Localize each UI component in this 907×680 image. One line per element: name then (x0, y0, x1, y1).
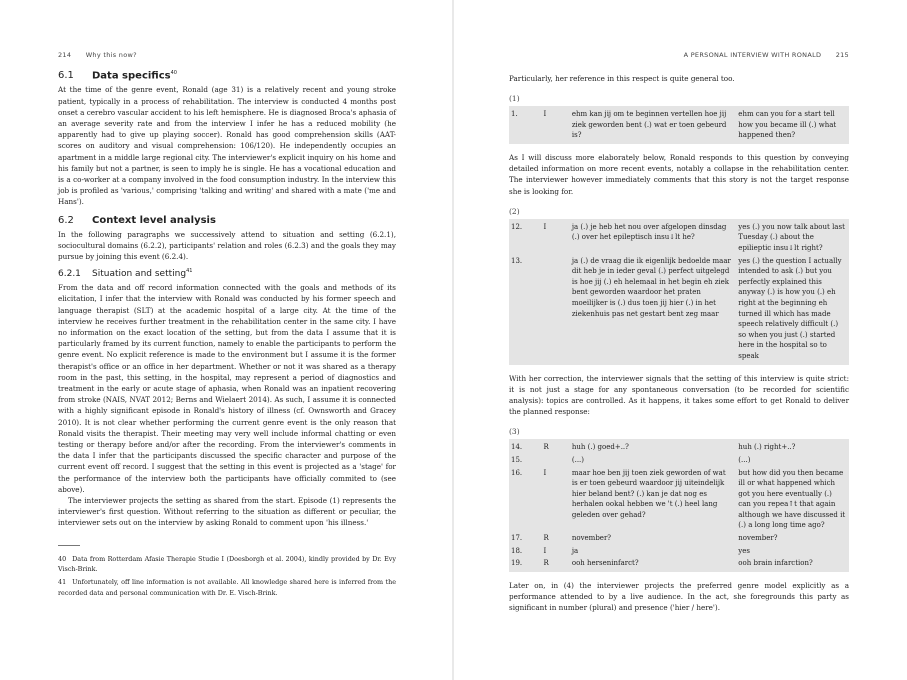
footnote-separator (58, 545, 80, 546)
table-row: 1. I ehm kan jij om te beginnen vertellen hoe jij ziek geworden bent (.) wat er toen gebeurd is? ehm can you for a start tell how you became ill (.) what happened then? (509, 106, 849, 144)
table-row: 12. I ja (.) je heb het nou over afgelopen dinsdag (.) over het epileptisch insu↓lt he? yes (.) you now talk about last Tuesday (.) about the epilieptic insu↓lt right? (509, 219, 849, 255)
left-page-number: 214 (58, 51, 72, 59)
section-6-2-1-heading: 6.2.1 Situation and setting$^{41}$ (58, 268, 193, 280)
right-text-column (509, 73, 849, 613)
paragraph-situation-setting: From the data and off record information connected with the goals and methods of its elicitation, I infer that the interview with Ronald was conducted by his former speech and language therapist (SLT) at the academic hospital of a large city. At the time of the interview he receives further treatment in the rehabilitation center in the same city. I have no information on the exact location of the setting, but from the data I assume that it is particularly framed by its current function, namely to enable the participants to perform the genre event. No explicit reference is made to the environment but I assume it is the former therapist's office or an office in her department. Whether or not it was shared as a therapy room in the past, this setting, in the hospital, may represent a period of diagnostics and treatment in the early or acute stage of aphasia, when Ronald was an inpatient recovering from stroke (NAIS, NVAT 2012; Berns and Wielaert 2014). As such, I assume it is connected with a highly significant episode in Ronald's history of illness (cf. Ownsworth and Gracey 2010). It is not clear whether performing the current genre event is the only reason that Ronald visits the therapist. Their meeting may very well include informal chatting or even testing or therapy before and/or after the recording. From the interviewer's comments in the data I infer that the participants discussed the specific character and purpose of the current event off record. I suggest that the setting in this event is projected as a 'stage' for the performance of the interview both the participants have officially commited to (see above). (58, 283, 396, 494)
paragraph-final: Later on, in (4) the interviewer projects the preferred genre model explicitly as a performance attended to by a live audience. In the act, she foregrounds this party as significant in number (plural) and presence ('hier / here'). (509, 580, 849, 613)
table-row: 19. R ooh herseninfarct? ooh brain infarction? (509, 557, 849, 572)
example-3-table (509, 439, 849, 572)
table-row: 14. R huh (.) goed+..? huh (.) right+..? (509, 439, 849, 454)
right-page-number: 215 (835, 51, 849, 59)
paragraph-context-intro: In the following paragraphs we successively attend to situation and setting (6.2.1), sociocultural domains (6.2.2), participants' relation and roles (6.2.3) and the goals they may pursue by joining this event (6.2.4). (58, 229, 396, 261)
footnote-ref-40[interactable]: 40 (170, 70, 177, 76)
footnote-40: 40 Data from Rotterdam Afasie Therapie Studie I (Doesborgh et al. 2004), kindly provided by Dr. Evy Visch-Brink. (58, 554, 396, 574)
paragraph-interviewer-setting: The interviewer projects the setting as shared from the start. Episode (1) represents the interviewer's first question. Without referring to the situation as different or peculiar, the interviewer sets out on the interview by asking Ronald to comment upon 'his illness.' (58, 496, 396, 528)
left-text-column (58, 66, 396, 598)
table-row: 17. R november? november? (509, 532, 849, 545)
paragraph-intro: Particularly, her reference in this respect is quite general too. (509, 74, 735, 83)
table-row: 18. I ja yes (509, 545, 849, 558)
footnote-41: 41 Unfortunately, off line information is not available. All knowledge shared here is inferred from the recorded data and personal communication with Dr. E. Visch-Brink. (58, 578, 396, 597)
left-page (0, 0, 453, 680)
paragraph-after-example-1: As I will discuss more elaborately below, Ronald responds to this question by conveying detailed information on more recent events, notably a collapse in the rehabilitation center. The interviewer however immediately comments that this story is not the target response she is looking for. (509, 152, 849, 196)
section-6-2-heading: 6.2 Context level analysis (58, 214, 216, 226)
left-running-title: Why this now? (85, 51, 137, 59)
example-1-table (509, 106, 849, 144)
paragraph-after-example-2: With her correction, the interviewer signals that the setting of this interview is quite strict: it is not just a stage for any spontaneous conversation (to be recorded for scientific analysis): topics are controlled. As it happens, it takes some effort to get Ronald to deliver the planned response: (509, 373, 849, 417)
right-running-head (684, 51, 849, 59)
paragraph-data-specifics: At the time of the genre event, Ronald (age 31) is a relatively recent and young stroke patient, typically in a process of rehabilitation. The interview is conducted 4 months post onset a cerebro vascular accident to his left hemisphere. He is diagnosed Broca's aphasia of an average severity rate and from the interview I infer he has a reduced mobility (he apparently had to give up playing soccer). Ronald has good comprehension skills (AAT-scores on auditory and visual comprehension: 106/120). He independently occupies an apartment in a middle large regional city. The interviewer's explicit inquiry on his home and his family but not a partner, is seen to imply he is single. He has a vocational education and is a co-worker at a company involved in the food consumption industry. In the interview this job is profiled as 'various,' comprising 'talking and writing' and shared with a mate ('me and Hans'). (58, 85, 396, 207)
example-1-label: (1) (509, 94, 520, 104)
example-2-label: (2) (509, 206, 520, 216)
table-row: 16. I maar hoe ben jij toen ziek geworden of wat is er toen gebeurd waardoor jij uiteindelijk hier beland bent? (.) kan je dat nog es herhalen ookal hebben we 't (.) heel lang geleden over gehad? but how did you then became ill or what happened which got you here eventually (.) can you repea↑t that again although we have discussed it (.) a long long time ago? (509, 467, 849, 533)
section-6-1-heading: 6.1 Data specifics$^{40}$ (58, 70, 177, 82)
right-page (454, 0, 907, 680)
example-2-table (509, 219, 849, 365)
left-running-head (58, 51, 137, 59)
right-running-title: A PERSONAL INTERVIEW WITH RONALD (683, 51, 822, 59)
footnote-ref-41[interactable]: 41 (186, 268, 193, 275)
table-row: 15. (...) (...) (509, 454, 849, 467)
example-3-label: (3) (509, 427, 520, 437)
table-row: 13. ja (.) de vraag die ik eigenlijk bedoelde maar dit heb je in ieder geval (.) perfect uitgelegd is hoe jij (.) eh helemaal in het begin eh ziek bent geworden waardoor het praten moeilijker is (.) dus toen jij hier (.) in het ziekenhuis pas net gestart bent zeg maar yes (.) the question I actually intended to ask (.) but you perfectly explained this anyway (.) is how you (.) eh right at the beginning eh turned ill which has made speech relatively difficult (.) so when you just (.) started here in the hospital so to speak (509, 255, 849, 365)
